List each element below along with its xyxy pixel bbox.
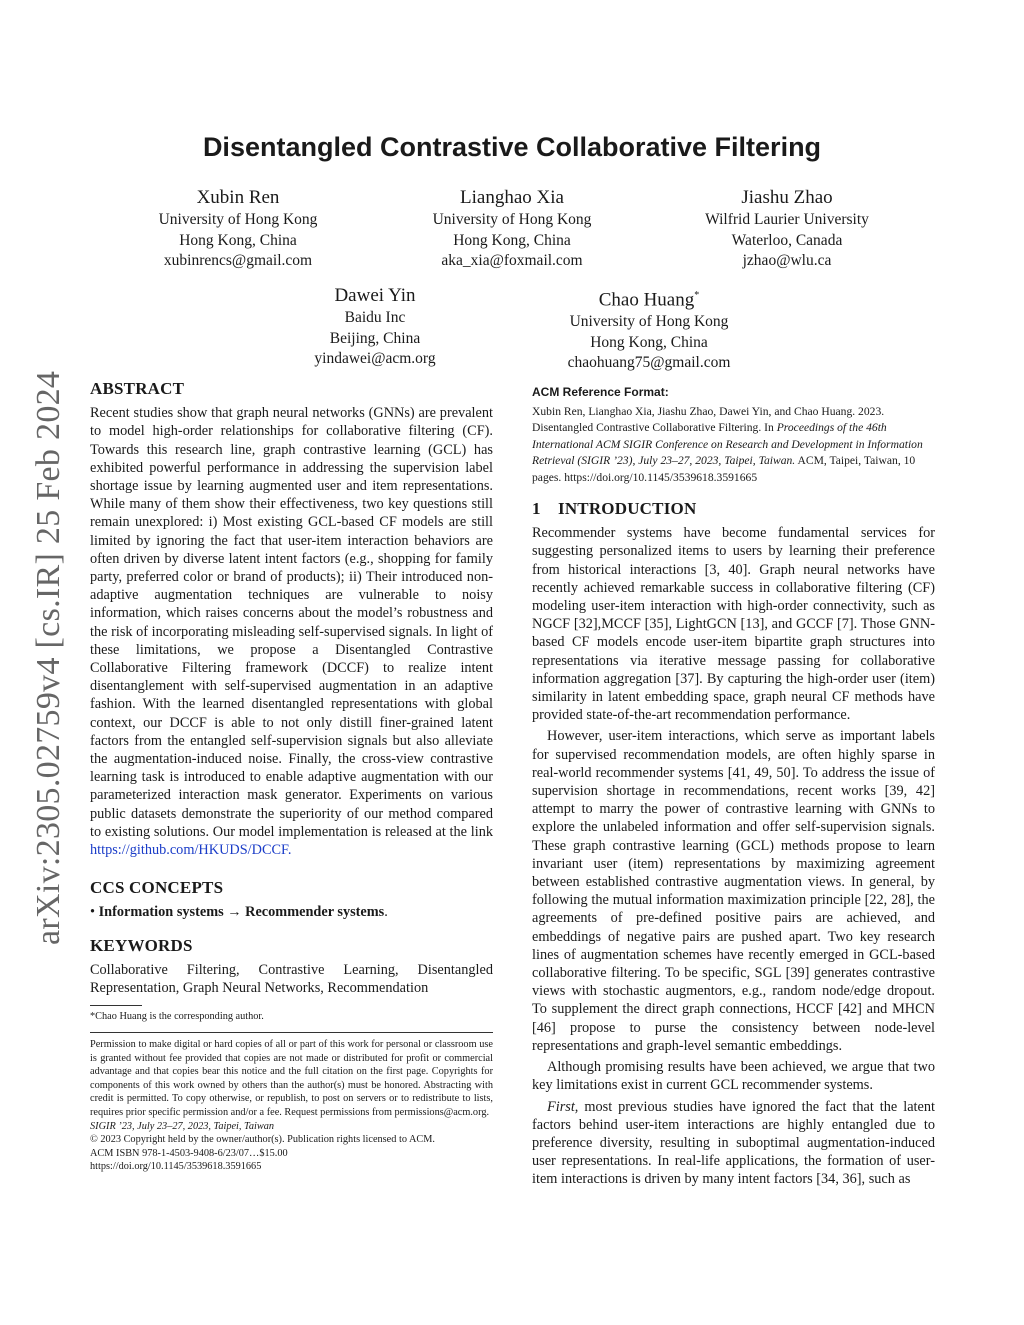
permission-block <box>90 1038 493 1174</box>
permission-divider <box>90 1032 493 1033</box>
author-block <box>88 186 388 272</box>
intro-paragraph: Recommender systems have become fundamental services for suggesting personalized items to users by learning their preference from historical interactions [3, 40]. Graph neural networks have recently achieved remarkable success in collaborative filtering (CF) modeling user-item interaction with high-order connectivity, such as NGCF [32],MCCF [35], LightGCN [13], and GCCF [7]. Those GNN-based CF models encode user-item bipartite graph structures into representations via iterative message passing for collaborative information aggregation [37]. By capturing the high-order user (item) similarity in latent embedding space, graph neural CF methods have provided state-of-the-art recommendation performance. <box>532 525 935 724</box>
code-link[interactable]: https://github.com/HKUDS/DCCF. <box>90 842 292 859</box>
keywords-section <box>90 937 493 998</box>
author-location: Waterloo, Canada <box>731 231 843 249</box>
author-block <box>362 186 662 272</box>
author-email: jzhao@wlu.ca <box>742 252 832 269</box>
intro-paragraph: Although promising results have been achieved, we argue that two key limitations exist in current GCL recommender systems. <box>532 1059 935 1094</box>
acm-reference-body: Xubin Ren, Lianghao Xia, Jiashu Zhao, Dawei Yin, and Chao Huang. 2023. Disentangled Contrastive Collaborative Filtering. In Proceedings of the 46th International ACM SIGIR Conference on Research and Development in Information Retrieval (SIGIR ’23), July 23–27, 2023, Taipei, Taiwan. ACM, Taipei, Taiwan, 10 pages. https://doi.org/10.1145/3539618.3591665 <box>532 404 923 484</box>
author-location: Hong Kong, China <box>453 231 571 249</box>
author-email: aka_xia@foxmail.com <box>441 252 583 269</box>
acm-reference-section <box>532 384 935 486</box>
author-location: Hong Kong, China <box>590 333 708 351</box>
author-name: Lianghao Xia <box>460 187 564 208</box>
author-name: Xubin Ren <box>196 187 280 208</box>
corresponding-mark: * <box>694 290 700 301</box>
arxiv-identifier: arXiv:2305.02759v4 [cs.IR] 25 Feb 2024 <box>30 370 67 945</box>
ccs-concept-line: • Information systems → Recommender systems. <box>90 904 388 921</box>
doi-line: https://doi.org/10.1145/3539618.3591665 <box>90 1161 262 1173</box>
author-block <box>499 284 799 374</box>
abstract-body: Recent studies show that graph neural networks (GNNs) are prevalent to model high-order relationships for collaborative filtering (CF). Towards this research line, graph contrastive learning (GCL) has exhibited powerful performance in addressing the supervision label shortage issue by learning augmented user and item representations. While many of them show their effectiveness, two key questions still remain unexplored: i) Most existing GCL-based CF models are still limited by ignoring the fact that user-item interaction behaviors are often driven by diverse latent intent factors (e.g., shopping for family party, preferred color or brand of products); ii) Their introduced non-adaptive augmentation techniques are vulnerable to noisy information, which raises concerns about the model’s robustness and the risk of incorporating misleading self-supervised signals. In light of these limitations, we propose a Disentangled Contrastive Collaborative Filtering framework (DCCF) to realize intent disentanglement with self-supervised augmentation in an adaptive fashion. With the learned disentangled representations with global context, our DCCF is able to not only distill finer-grained latent factors from the entangled self-supervision signals but also alleviate the augmentation-induced noise. Finally, the cross-view contrastive learning task is introduced to enable adaptive augmentation with our parameterized interaction mask generator. Experiments on various public datasets demonstrate the superiority of our method compared to existing solutions. Our model implementation is released at the link https://github.com/HKUDS/DCCF. <box>90 405 493 859</box>
paper-title: Disentangled Contrastive Collaborative Filtering <box>202 132 822 162</box>
introduction-section <box>532 500 935 1189</box>
author-email: yindawei@acm.org <box>314 350 436 367</box>
author-affiliation: University of Hong Kong <box>158 211 318 228</box>
permission-text: Permission to make digital or hard copies of all or part of this work for personal or classroom use is granted without fee provided that copies are not made or distributed for profit or commercial advantage and that copies bear this notice and the full citation on the first page. Copyrights for components of this work owned by others than the author(s) must be honored. Abstracting with credit is permitted. To copy otherwise, or republish, to post on servers or to redistribute to lists, requires prior specific permission and/or a fee. Request permissions from permissions@acm.org. <box>90 1039 493 1118</box>
author-name: Dawei Yin <box>334 285 416 306</box>
author-name: Chao Huang* <box>598 289 700 311</box>
author-name: Jiashu Zhao <box>741 187 833 208</box>
author-affiliation: University of Hong Kong <box>569 313 729 331</box>
author-email: chaohuang75@gmail.com <box>567 354 731 372</box>
author-affiliation: Wilfrid Laurier University <box>705 211 869 228</box>
author-block <box>637 186 937 272</box>
author-block <box>225 284 525 370</box>
introduction-heading: 1 INTRODUCTION <box>532 499 697 518</box>
keywords-body: Collaborative Filtering, Contrastive Learning, Disentangled Representation, Graph Neural Networks, Recommendation <box>90 962 493 997</box>
copyright-line: © 2023 Copyright held by the owner/author(s). Publication rights licensed to ACM. <box>90 1134 436 1146</box>
intro-paragraph: First, most previous studies have ignored the fact that the latent factors behind user-item interactions are highly entangled due to preference diversity, resulting in suboptimal augmentation-induced user representations. In real-life applications, the formation of user-item interactions is driven by many intent factors [34, 36], such as <box>532 1098 935 1188</box>
footnote-divider <box>90 1005 142 1006</box>
abstract-section <box>90 380 493 859</box>
author-affiliation: University of Hong Kong <box>432 211 592 228</box>
isbn-line: ACM ISBN 978-1-4503-9408-6/23/07…$15.00 <box>90 1147 288 1159</box>
ccs-section <box>90 879 493 921</box>
author-location: Hong Kong, China <box>179 231 297 249</box>
author-email: xubinrencs@gmail.com <box>163 252 313 269</box>
abstract-heading: ABSTRACT <box>90 379 185 398</box>
author-affiliation: Baidu Inc <box>344 309 406 326</box>
conference-line: SIGIR ’23, July 23–27, 2023, Taipei, Taiwan <box>90 1120 275 1132</box>
ccs-heading: CCS CONCEPTS <box>90 878 224 897</box>
author-location: Beijing, China <box>329 329 421 347</box>
acm-reference-heading: ACM Reference Format: <box>532 385 669 399</box>
intro-paragraph: However, user-item interactions, which serve as important labels for supervised recommendation models, are often highly sparse in real-world recommender systems [41, 49, 50]. To address the issue of supervision shortage in recommendations, recent works [39, 42] attempt to marry the power of contrastive learning with GNNs to explore the unlabeled information and offer self-supervision signals. These graph contrastive learning (GCL) methods propose to learn invariant user (item) representations by maximizing agreement between established contrastive augmentation views. In general, by following the mutual information maximization principle [22, 28], the agreements of pre-defined positive pairs are achieved, and embeddings of negative pairs are pushed apart. Two key research lines of augmentation schemes have recently emerged in GCL-based collaborative filtering. To be specific, SGL [39] generates contrastive views with stochastic augmentors, e.g., random node/edge dropout. To supplement the direct graph connections, HCCF [42] and MHCN [46] propose to purse the consistency between node-level representations and graph-level semantic embeddings. <box>532 728 935 1054</box>
keywords-heading: KEYWORDS <box>90 936 193 955</box>
corresponding-footnote: *Chao Huang is the corresponding author. <box>90 1011 264 1022</box>
